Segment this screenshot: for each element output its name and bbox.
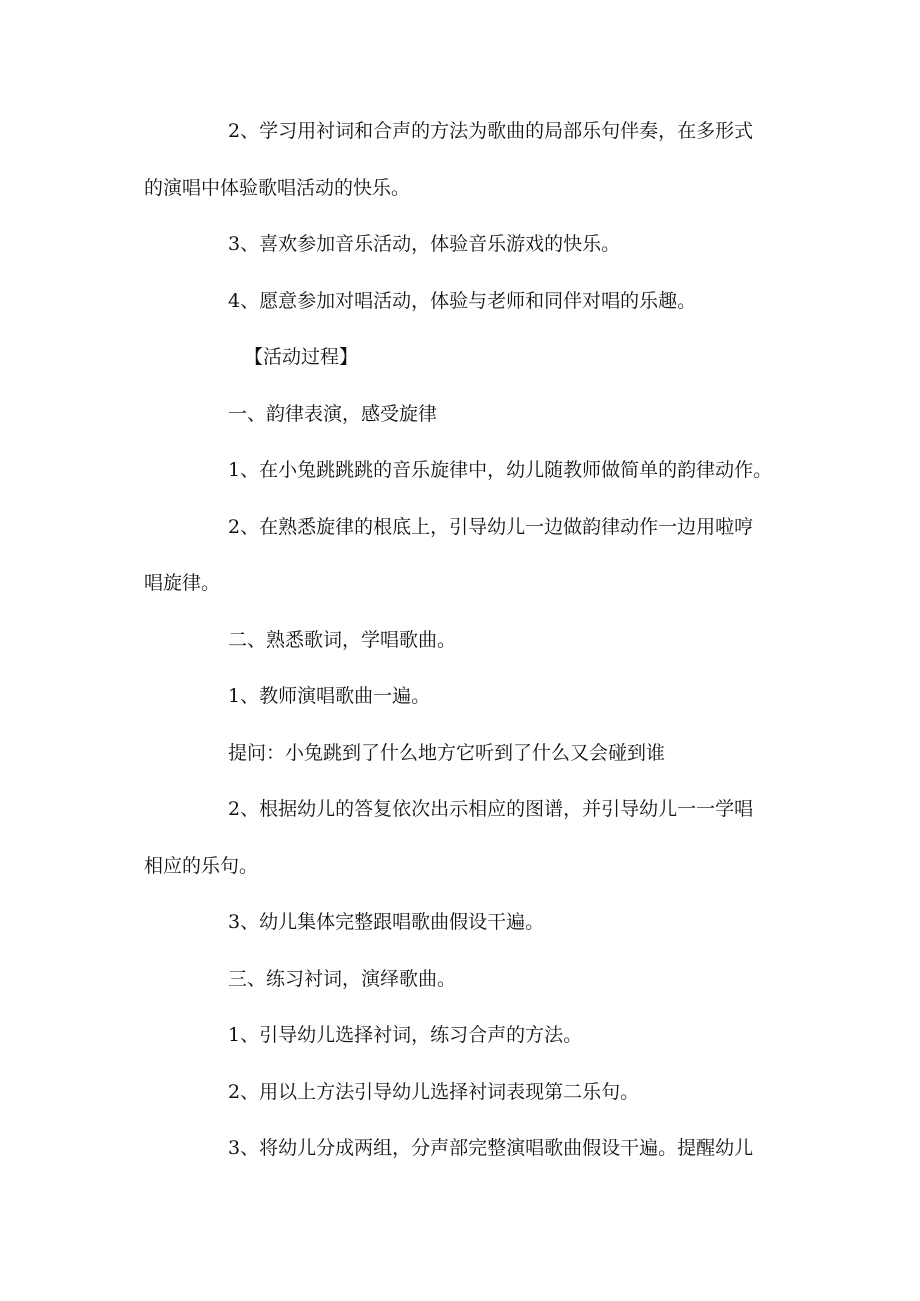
paragraph-line: 的演唱中体验歌唱活动的快乐。 bbox=[144, 177, 411, 199]
paragraph-line: 1、在小兔跳跳跳的音乐旋律中，幼儿随教师做简单的韵律动作。 bbox=[228, 459, 773, 481]
paragraph-line: 相应的乐句。 bbox=[144, 855, 259, 877]
paragraph-line: 唱旋律。 bbox=[144, 572, 221, 594]
paragraph-line: 1、教师演唱歌曲一遍。 bbox=[228, 685, 431, 707]
subheading: 二、熟悉歌词，学唱歌曲。 bbox=[228, 629, 457, 651]
paragraph-line: 3、将幼儿分成两组，分声部完整演唱歌曲假设干遍。提醒幼儿 bbox=[228, 1137, 754, 1159]
subheading: 一、韵律表演，感受旋律 bbox=[228, 403, 438, 425]
paragraph-line: 1、引导幼儿选择衬词，练习合声的方法。 bbox=[228, 1024, 583, 1046]
paragraph-line: 4、愿意参加对唱活动，体验与老师和同伴对唱的乐趣。 bbox=[228, 290, 697, 312]
subheading: 三、练习衬词，演绎歌曲。 bbox=[228, 968, 457, 990]
section-heading: 【活动过程】 bbox=[244, 346, 359, 368]
paragraph-line: 2、学习用衬词和合声的方法为歌曲的局部乐句伴奏，在多形式 bbox=[228, 120, 754, 142]
paragraph-line: 3、喜欢参加音乐活动，体验音乐游戏的快乐。 bbox=[228, 233, 621, 255]
paragraph-line: 2、在熟悉旋律的根底上，引导幼儿一边做韵律动作一边用啦哼 bbox=[228, 516, 754, 538]
paragraph-line: 2、用以上方法引导幼儿选择衬词表现第二乐句。 bbox=[228, 1081, 640, 1103]
paragraph-line: 提问：小兔跳到了什么地方它听到了什么又会碰到谁 bbox=[228, 742, 666, 764]
paragraph-line: 2、根据幼儿的答复依次出示相应的图谱，并引导幼儿一一学唱 bbox=[228, 798, 754, 820]
paragraph-line: 3、幼儿集体完整跟唱歌曲假设干遍。 bbox=[228, 911, 545, 933]
